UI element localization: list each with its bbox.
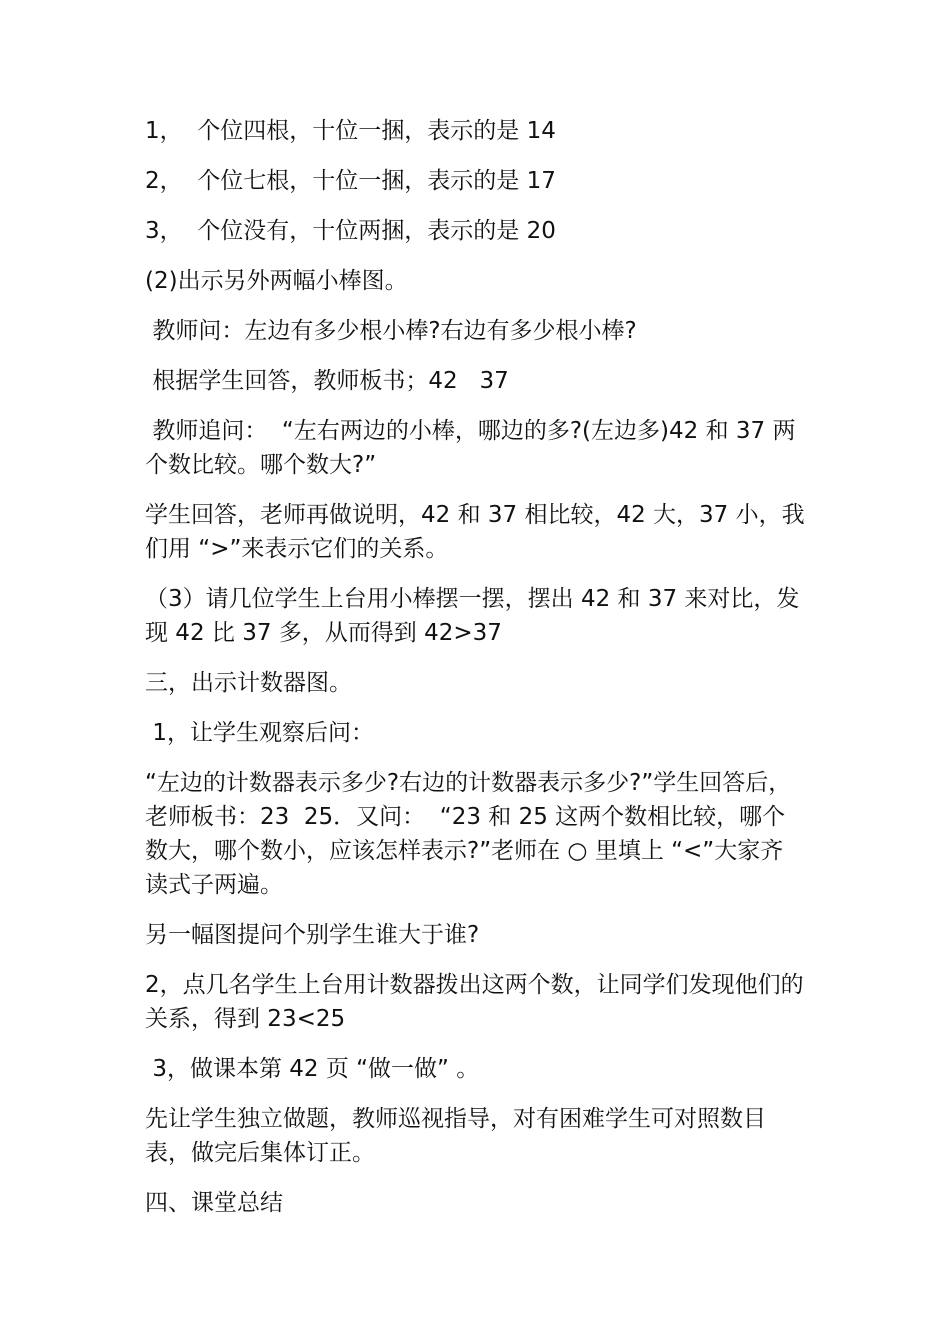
paragraph: 根据学生回答，教师板书；42 37 [145,368,509,394]
paragraph: “左边的计数器表示多少?右边的计数器表示多少?”学生回答后，老师板书：23 25．又问： “23 和 25 这两个数相比较，哪个数大，哪个数小，应该怎样表示?”老师在 ○ 里填上 “<”大家齐读式子两遍。 [145,770,792,898]
paragraph: 1， 个位四根，十位一捆，表示的是 14 [145,118,556,144]
paragraph: (2)出示另外两幅小棒图。 [145,268,408,294]
paragraph: （3）请几位学生上台用小棒摆一摆，摆出 42 和 37 来对比，发现 42 比 37 多，从而得到 42>37 [145,586,800,646]
paragraph: 3， 个位没有，十位两捆，表示的是 20 [145,218,556,244]
paragraph: 3，做课本第 42 页 “做一做” 。 [145,1056,480,1082]
section-heading: 三，出示计数器图。 [145,670,352,696]
paragraph: 2，点几名学生上台用计数器拨出这两个数，让同学们发现他们的关系，得到 23<25 [145,972,804,1032]
paragraph: 先让学生独立做题，教师巡视指导，对有困难学生可对照数目表，做完后集体订正。 [145,1106,766,1166]
paragraph: 教师追问： “左右两边的小棒，哪边的多?(左边多)42 和 37 两个数比较。哪个数大?” [145,418,796,478]
paragraph: 2， 个位七根，十位一捆，表示的是 17 [145,168,556,194]
section-heading: 四、课堂总结 [145,1190,283,1216]
document-body [145,114,805,1236]
paragraph: 另一幅图提问个别学生谁大于谁? [145,922,480,948]
paragraph: 学生回答，老师再做说明，42 和 37 相比较，42 大，37 小，我们用 “>”来表示它们的关系。 [145,502,805,562]
paragraph: 1，让学生观察后问： [145,720,374,746]
paragraph: 教师问：左边有多少根小棒?右边有多少根小棒? [145,318,637,344]
